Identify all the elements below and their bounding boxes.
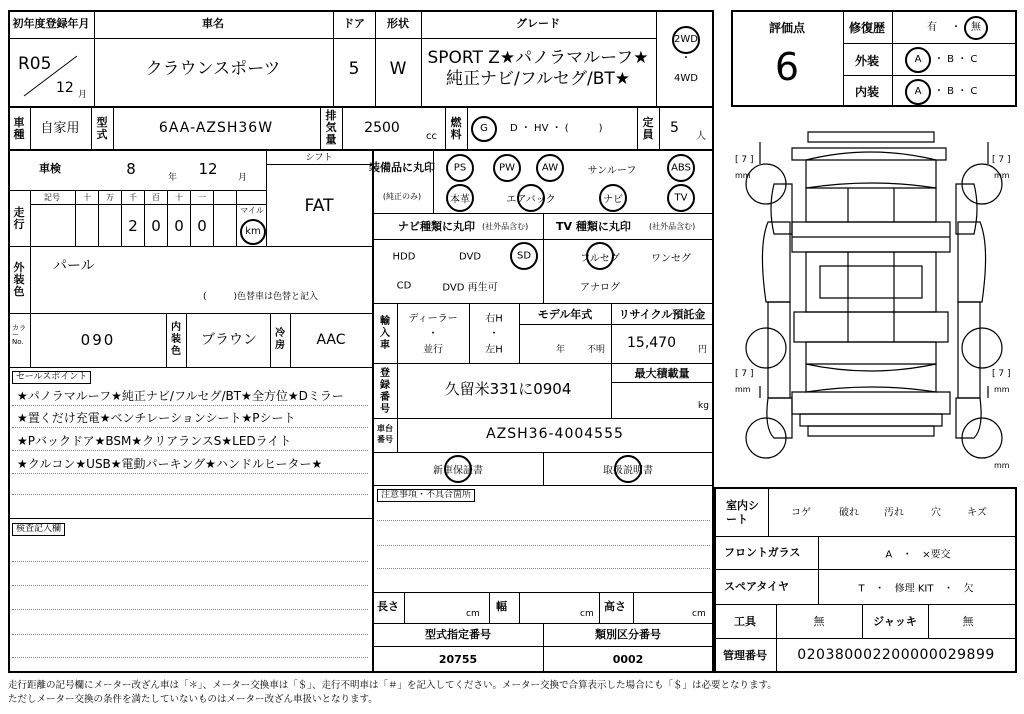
mileage-digit-6: 0 [197, 217, 207, 235]
displacement-value: 2500 [364, 120, 400, 136]
jack-label: ジャッキ [873, 615, 917, 628]
registration-label: 登録番号 [380, 368, 390, 415]
tire-fr-value: 7 [998, 155, 1005, 165]
repair-label: 修復歴 [848, 21, 886, 35]
car-body-diagram [728, 118, 1020, 480]
person-unit: 人 [696, 131, 706, 142]
color-no-label: カラーNo. [12, 324, 26, 346]
color-no-value: 090 [80, 331, 116, 349]
sales-point-line-4: ★クルコン★USB★電動パーキング★ハンドルヒーター★ [17, 457, 323, 471]
doc-manual-circle [614, 455, 642, 483]
tools-value: 無 [813, 615, 825, 628]
navi-sd: SD [516, 250, 532, 262]
tv-oneseg: ワンセグ [651, 253, 691, 265]
category-label: 類別区分番号 [595, 628, 661, 641]
equip-navi-circle [599, 184, 627, 212]
mileage-col-2: 万 [106, 193, 114, 202]
equipment-label-1: 装備品に丸印 [369, 161, 435, 174]
reg-month: 12 [56, 80, 74, 96]
exterior-a-circle [905, 47, 931, 73]
doors-value: 5 [348, 59, 360, 79]
jack-value: 無 [962, 615, 974, 628]
inspection-year-unit: 年 [168, 173, 178, 183]
mileage-digit-4: 0 [151, 217, 161, 235]
equipment-sublabel: (純正のみ) [382, 192, 422, 201]
recycle-value: 15,470 [627, 335, 676, 351]
interior-grade-a: A [914, 86, 922, 97]
ac-value: AAC [316, 332, 346, 348]
mileage-col-1: 十 [83, 193, 91, 202]
spare-tire-value: T ・ 修理 KIT ・ 欠 [858, 583, 974, 595]
tv-fullseg-circle [586, 242, 614, 270]
drive-dot: ・ [681, 53, 691, 64]
navi-type-sub: (社外品含む) [482, 222, 529, 231]
km-circle [240, 219, 266, 245]
usage-label: 車種 [13, 116, 25, 141]
fuel-label: 燃料 [450, 116, 462, 141]
fuel-g-circle [471, 116, 497, 142]
seat-burn: コゲ [791, 507, 811, 519]
recycle-label: リサイクル預託金 [618, 308, 706, 321]
capacity-value: 5 [670, 120, 679, 136]
drive-4wd: 4WD [674, 73, 698, 84]
sales-point-line-1: ★パノラマルーフ★純正ナビ/フルセグ/BT★全方位★Dミラー [17, 389, 344, 403]
reg-month-unit: 月 [78, 90, 88, 100]
equip-navi: ナビ [603, 194, 623, 206]
equip-ps-circle [446, 154, 474, 182]
doc-manual: 取扱説明書 [603, 465, 653, 477]
tire-fl-mm: mm [735, 171, 751, 180]
inspection-month-unit: 月 [238, 173, 248, 183]
import-left: 左H [485, 344, 503, 356]
int-color-label: 内装色 [171, 322, 181, 357]
navi-sd-circle [510, 242, 538, 270]
windshield-label: フロントガラス [724, 546, 801, 559]
fuel-options: D ・ HV ・ ( ) [510, 123, 603, 134]
equip-abs-circle [667, 154, 695, 182]
chassis-value: AZSH36-4004555 [486, 426, 624, 442]
repair-sep: ・ [951, 22, 961, 33]
tire-fl-depth: [ 7 ] [735, 155, 754, 165]
mileage-col-4: 百 [152, 193, 160, 202]
navi-dvd: DVD [458, 251, 482, 263]
import-label: 輸入車 [380, 316, 390, 351]
designation-label: 型式指定番号 [425, 628, 491, 641]
seat-hole: 穴 [931, 507, 941, 519]
inspection-year: 8 [126, 160, 136, 178]
equip-ps: PS [453, 162, 467, 174]
caution-label: 注意事項・不具合箇所 [377, 489, 475, 502]
equip-pw-circle [493, 154, 521, 182]
control-no-label: 管理番号 [723, 649, 767, 662]
mileage-digit-5: 0 [174, 217, 184, 235]
grade-line2: 純正ナビ/フルセグ/BT★ [445, 69, 631, 89]
shift-label: シフト [305, 153, 333, 163]
equip-leather: 本革 [450, 194, 470, 206]
ac-label: 冷房 [275, 328, 285, 351]
footer-line-1: 走行距離の記号欄にメーター改ざん車は「＊」、メーター交換車は「＄」、走行不明車は「＃」を記入してください。メーター交換で合算表示した場合にも「＄」は必要となります。 [8, 680, 777, 691]
import-right: 右H [485, 313, 503, 325]
capacity-label: 定員 [642, 116, 654, 141]
import-parallel: 並行 [423, 344, 443, 356]
designation-value: 20755 [438, 653, 478, 666]
reg-era: R05 [18, 54, 52, 74]
tire-rr-mm: mm [994, 385, 1010, 394]
tv-analog: アナログ [580, 282, 620, 294]
ext-color-label: 外装色 [13, 261, 25, 298]
grade-line1: SPORT Z★パノラマルーフ★ [427, 48, 649, 68]
mileage-digit-3: 2 [128, 217, 138, 235]
tools-label: 工具 [734, 615, 756, 628]
sales-point-line-2: ★置くだけ充電★ベンチレーションシート★Pシート [17, 411, 296, 425]
height-label: 高さ [604, 600, 626, 613]
mileage-col-0: 記号 [44, 193, 60, 202]
cc-unit: cc [426, 131, 437, 142]
mileage-label: 走行 [13, 206, 25, 231]
interior-a-circle [905, 79, 931, 105]
int-color-value: ブラウン [201, 332, 257, 348]
seat-tear: 破れ [839, 507, 859, 519]
equip-airbag: エアバック [506, 194, 556, 206]
category-value: 0002 [612, 653, 644, 666]
tire-fr-depth: [ 7 ] [992, 155, 1011, 165]
exterior-grades-rest: ・ B ・ C [934, 54, 978, 65]
equip-tv: TV [674, 192, 688, 204]
exterior-label: 外装 [854, 54, 880, 68]
equip-pw: PW [499, 162, 515, 174]
tv-type-sub: (社外品含む) [649, 222, 696, 231]
equip-leather-circle [446, 184, 474, 212]
tire-rr-depth: [ 7 ] [992, 369, 1011, 379]
windshield-value: A ・ ×要交 [885, 549, 951, 561]
inspection-month: 12 [198, 160, 218, 178]
shape-value: W [389, 59, 407, 79]
seat-scratch: キズ [967, 507, 987, 519]
reg-year-label: 初年度登録年月 [12, 17, 90, 30]
interior-label: 内装 [854, 85, 880, 99]
model-year-unknown: 不明 [587, 345, 606, 355]
mileage-col-3: 千 [129, 193, 137, 202]
fuel-g: G [480, 123, 488, 134]
seat-stain: 汚れ [884, 507, 904, 519]
registration-value: 久留米331に0904 [444, 380, 572, 398]
interior-sheet-label: 室内シート [726, 499, 759, 526]
navi-dvd-play: DVD 再生可 [442, 282, 498, 294]
score-value: 6 [774, 45, 800, 89]
model-year-label: モデル年式 [537, 308, 593, 321]
length-cm: cm [466, 609, 480, 619]
length-label: 長さ [377, 600, 399, 613]
ext-color-value: パール [53, 258, 95, 274]
car-name: クラウンスポーツ [145, 59, 281, 79]
tire-spare-mm: mm [994, 461, 1010, 470]
tv-type-label: TV 種類に丸印 [556, 220, 631, 233]
equip-tv-circle [667, 184, 695, 212]
tire-rr-value: 7 [998, 369, 1005, 379]
tv-fullseg: フルセグ [580, 253, 620, 265]
mileage-col-5: 十 [175, 193, 183, 202]
max-load-label: 最大積載量 [634, 367, 690, 380]
inspection-label: 車検 [39, 162, 61, 175]
equip-abs: ABS [671, 162, 691, 174]
shift-value: FAT [304, 196, 334, 216]
repair-no-circle [964, 16, 988, 40]
repair-no: 無 [971, 22, 981, 33]
import-dealer: ディーラー [408, 313, 458, 325]
width-label: 幅 [496, 600, 507, 613]
width-cm: cm [580, 609, 594, 619]
import-dot2: ・ [489, 328, 499, 340]
kg-unit: kg [698, 401, 709, 411]
footer-line-2: ただしメーター交換の条件を満たしていないものはメーター改ざん車扱いとなります。 [8, 694, 378, 705]
model-label: 型式 [96, 116, 108, 141]
mile-label: マイル [240, 206, 264, 215]
sales-point-line-3: ★Pバックドア★BSM★クリアランスS★LEDライト [17, 434, 292, 448]
equip-airbag-circle [517, 184, 545, 212]
grade-label: グレード [516, 17, 560, 30]
color-change-note: ( )色替車は色替と記入 [203, 292, 319, 302]
equip-aw: AW [541, 162, 559, 174]
tire-fl-value: 7 [741, 155, 748, 165]
navi-hdd: HDD [392, 251, 416, 263]
model-year-unit: 年 [556, 345, 566, 355]
inspection-notes-label: 検査記入欄 [12, 523, 65, 536]
score-label: 評価点 [768, 21, 806, 35]
drive-2wd: 2WD [674, 34, 698, 45]
usage-value: 自家用 [40, 121, 80, 136]
navi-type-label: ナビ種類に丸印 [398, 220, 475, 233]
control-no-value: 020380002200000029899 [797, 647, 995, 663]
chassis-label: 車台番号 [377, 424, 393, 444]
tire-rl-depth: [ 7 ] [735, 369, 754, 379]
equip-sunroof: サンルーフ [587, 165, 637, 177]
exterior-grade-a: A [914, 54, 922, 65]
doc-warranty-circle [444, 455, 472, 483]
doc-warranty: 新車保証書 [433, 465, 483, 477]
tire-rl-value: 7 [741, 369, 748, 379]
yen-unit: 円 [698, 345, 708, 355]
spare-tire-label: スペアタイヤ [724, 580, 790, 593]
model-value: 6AA-AZSH36W [158, 120, 274, 136]
car-name-label: 車名 [202, 17, 224, 30]
doors-label: ドア [343, 17, 365, 30]
shape-label: 形状 [387, 17, 409, 30]
import-dot: ・ [428, 328, 438, 340]
tire-fr-mm: mm [994, 171, 1010, 180]
sales-points-label: セールスポイント [12, 371, 91, 384]
mileage-col-6: 一 [198, 193, 206, 202]
drive-2wd-circle [672, 26, 700, 54]
km-label: km [245, 226, 261, 237]
height-cm: cm [692, 609, 706, 619]
repair-yes: 有 [927, 22, 937, 33]
tire-rl-mm: mm [735, 385, 751, 394]
interior-grades-rest: ・ B ・ C [934, 86, 978, 97]
equip-aw-circle [536, 154, 564, 182]
navi-cd: CD [396, 280, 412, 292]
displacement-label: 排気量 [325, 109, 337, 146]
